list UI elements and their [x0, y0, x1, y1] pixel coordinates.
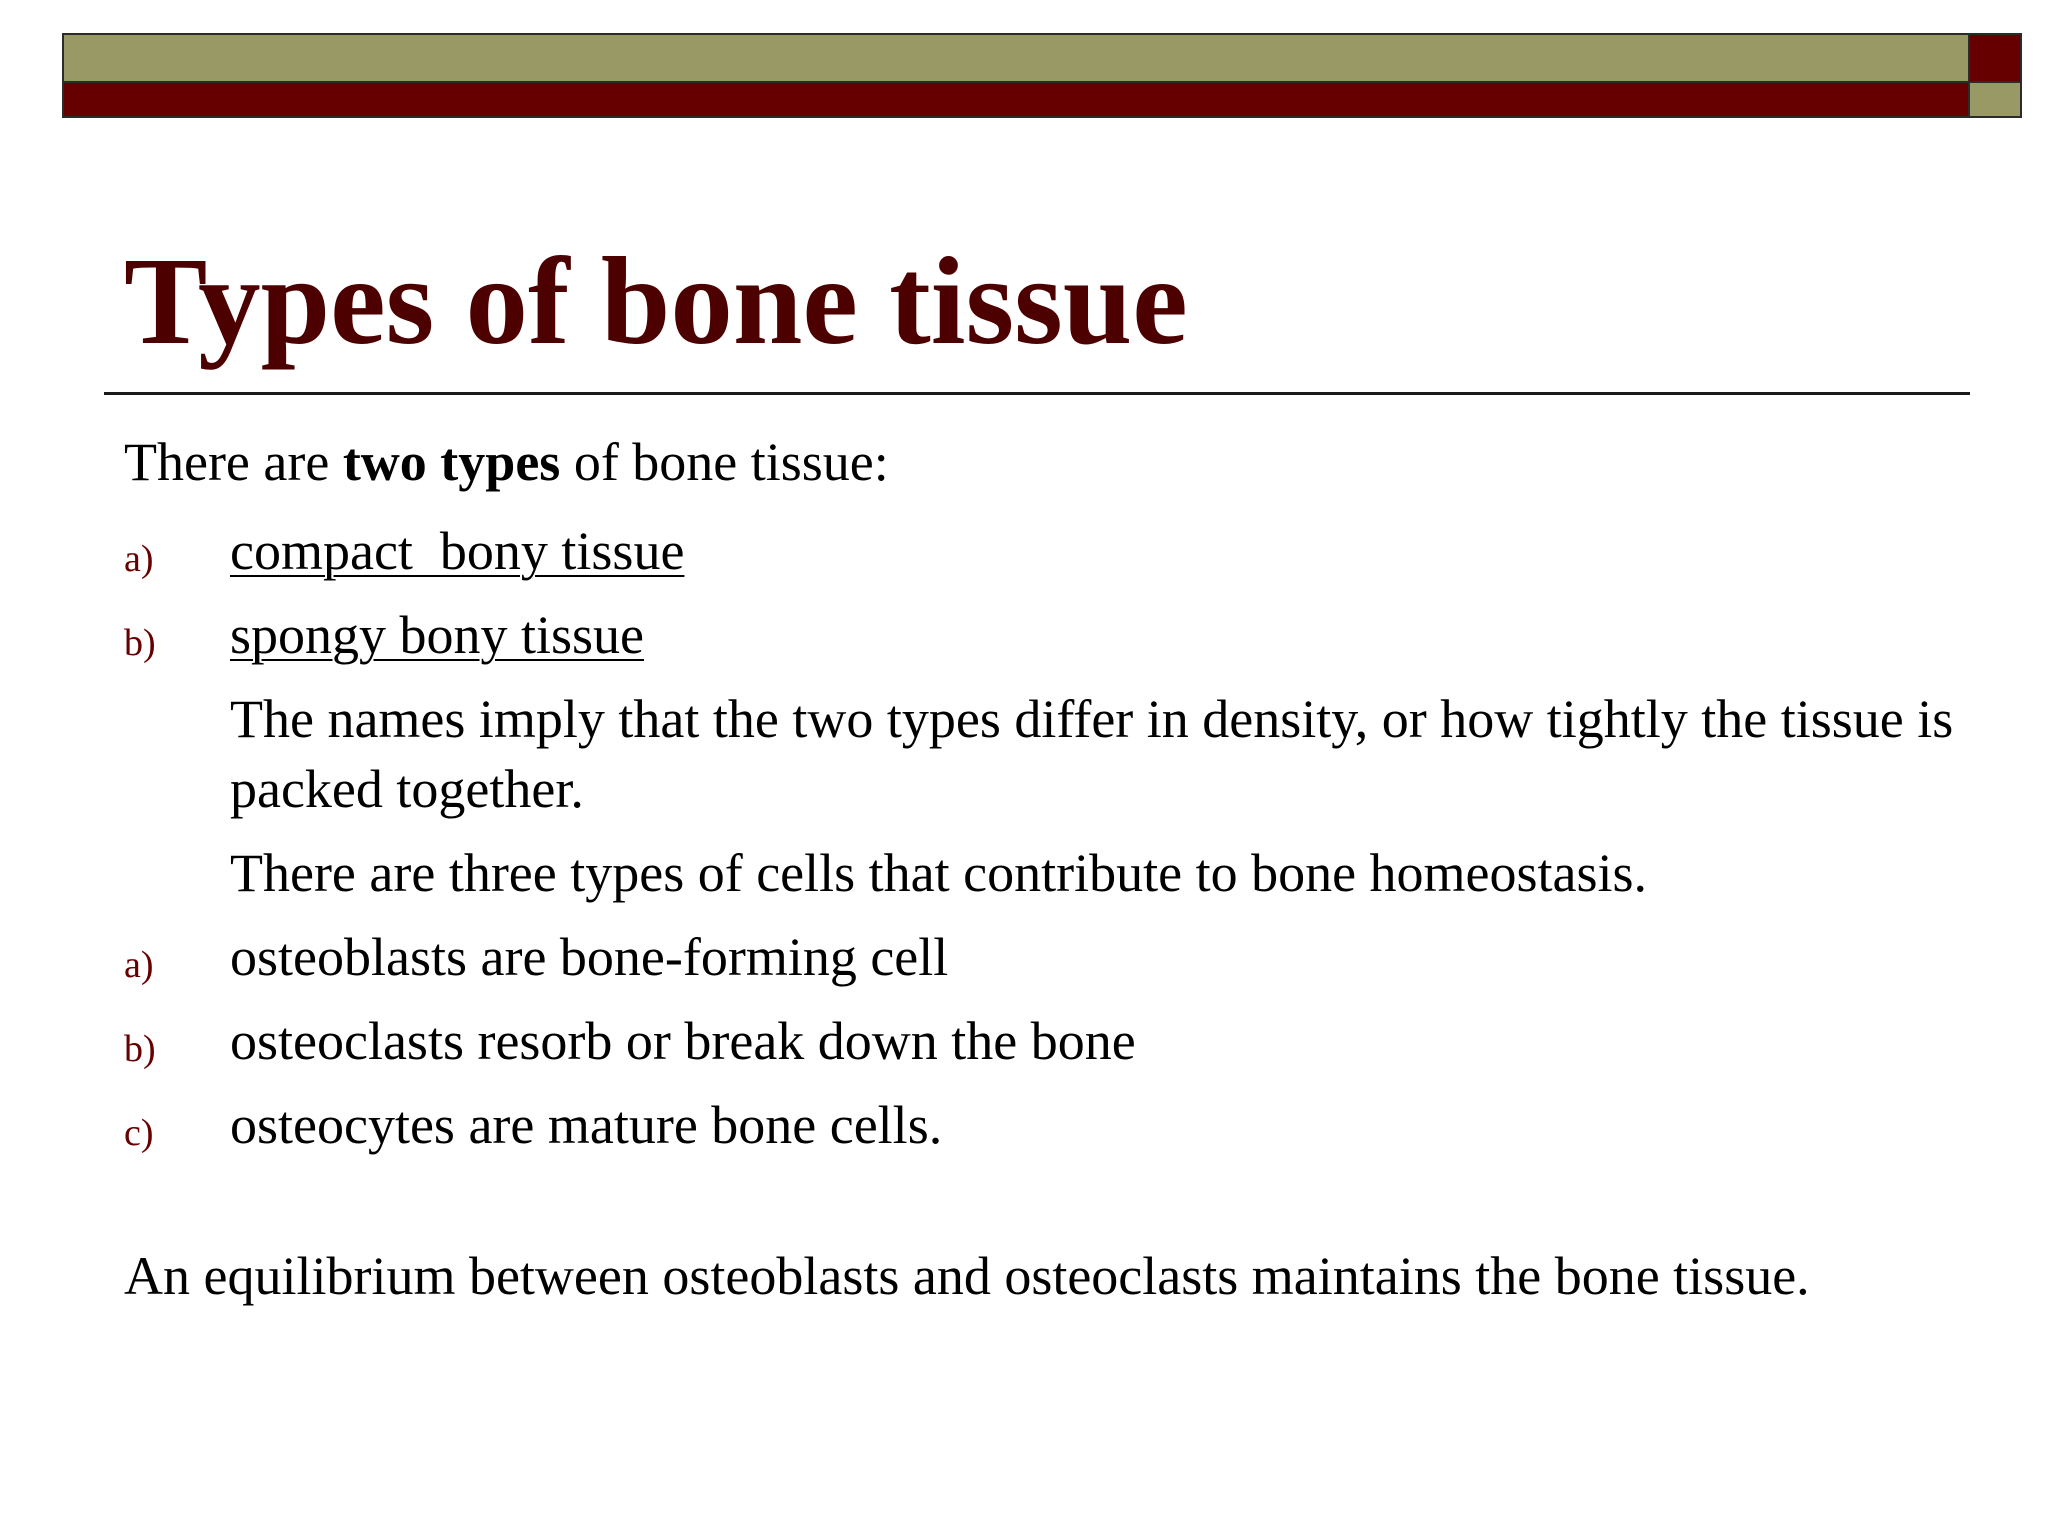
closing-statement: An equilibrium between osteoblasts and osteoclasts maintains the bone tissue. [124, 1246, 1810, 1306]
intro-after: of bone tissue: [560, 432, 889, 492]
list-marker: c) [124, 1112, 154, 1154]
title-divider [104, 392, 1970, 395]
header-band-olive [62, 33, 1970, 83]
list-item-text: osteoclasts resorb or break down the bone [230, 1011, 1136, 1071]
density-note: The names imply that the two types differ in density, or how tightly the tissue is packed together. [230, 689, 1954, 819]
list-item-text: osteoblasts are bone-forming cell [230, 927, 949, 987]
cells-intro: There are three types of cells that contribute to bone homeostasis. [230, 843, 1648, 903]
intro-before: There are [124, 432, 343, 492]
list-item-osteoblasts [124, 922, 1964, 992]
intro-bold: two types [342, 432, 561, 492]
list-marker: a) [124, 944, 154, 986]
list-item-spongy [124, 600, 1964, 670]
list-item-text: compact bony tissue [230, 521, 685, 581]
list-marker: a) [124, 538, 154, 580]
list-item-compact [124, 516, 1964, 586]
header-band-red [62, 83, 1970, 118]
list-marker: b) [124, 1028, 156, 1070]
list-item-osteocytes [124, 1090, 1964, 1160]
intro-text [124, 432, 1964, 492]
header-corner-olive [1970, 83, 2022, 118]
header-corner-red [1970, 33, 2022, 83]
slide-body [124, 432, 1964, 1174]
list-item-osteoclasts [124, 1006, 1964, 1076]
list-marker: b) [124, 622, 156, 664]
slide-title: Types of bone tissue [124, 233, 1188, 371]
list-item-text: spongy bony tissue [230, 605, 645, 665]
list-item-text: osteocytes are mature bone cells. [230, 1095, 943, 1155]
